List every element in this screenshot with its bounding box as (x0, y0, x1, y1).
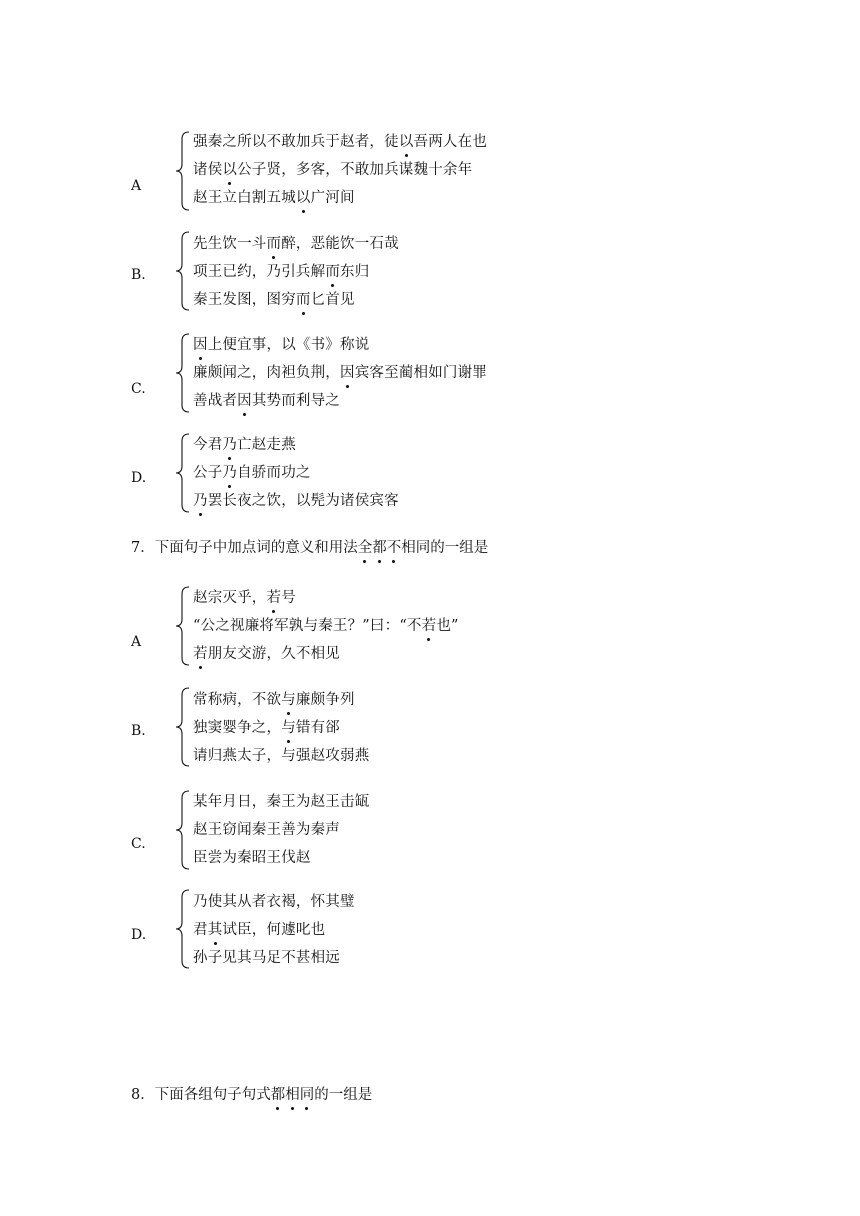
sentence-line: 秦王发图，图穷而匕首见 (193, 288, 355, 309)
sentence-line: 君其试臣，何遽叱也 (193, 918, 325, 939)
sentence-line: 先生饮一斗而醉，恶能饮一石哉 (193, 232, 399, 253)
dotted-word: 乃 (222, 433, 237, 454)
sentence-line: 赵王窃闻秦王善为秦声 (193, 822, 341, 838)
sentence-line: 独窦婴争之，与错有郤 (193, 716, 340, 737)
dotted-word: 而 (267, 232, 282, 253)
dotted-char: 都 (271, 1083, 286, 1104)
sentence-line: 臣尝为秦昭王伐赵 (193, 850, 311, 866)
sentence-line: 诸侯以公子贤，多客，不敢加兵谋魏十余年 (193, 158, 472, 179)
sentence-line: “公之视廉将军孰与秦王？”曰：“不若也” (193, 614, 459, 635)
sentence-line: 公子乃自骄而功之 (193, 461, 311, 482)
left-brace-icon (174, 230, 192, 312)
option-label: D. (131, 470, 147, 486)
dotted-word: 若 (267, 586, 282, 607)
dotted-phrase (358, 540, 402, 556)
dotted-char: 不 (387, 536, 402, 557)
dotted-word: 其 (208, 918, 223, 939)
dotted-word: 以 (296, 186, 311, 207)
dotted-word: 而 (325, 260, 340, 281)
sentence-line: 强秦之所以不敢加兵于赵者，徒以吾两人在也 (193, 130, 487, 151)
left-brace-icon (174, 789, 192, 871)
option-label: D. (131, 927, 147, 943)
option-label: C. (131, 381, 146, 397)
dotted-word: 因 (193, 333, 208, 354)
option-label: B. (131, 723, 146, 739)
dotted-word: 若 (422, 614, 437, 635)
option-label: A (131, 634, 142, 650)
left-brace-icon (174, 332, 192, 414)
sentence-line: 孙子见其马足不甚相远 (193, 950, 341, 966)
dotted-phrase (271, 1087, 315, 1103)
question-7-stem: 7．下面句子中加点词的意义和用法全都不相同的一组是 (131, 536, 488, 557)
sentence-line: 赵宗灭乎，若号 (193, 586, 296, 607)
sentence-line: 廉颇闻之，肉袒负荆，因宾客至蔺相如门谢罪 (193, 361, 487, 382)
dotted-word: 若 (193, 642, 208, 663)
left-brace-icon (174, 888, 192, 970)
left-brace-icon (174, 130, 192, 212)
dotted-word: 而 (296, 288, 311, 309)
option-label: C. (131, 836, 146, 852)
dotted-word: 以 (399, 130, 414, 151)
dotted-char: 全 (358, 536, 373, 557)
sentence-line: 因上便宜事，以《书》称说 (193, 333, 369, 354)
question-8-stem: 8．下面各组句子句式都相同的一组是 (131, 1083, 372, 1104)
dotted-char: 同 (300, 1083, 315, 1104)
sentence-line: 常称病，不欲与廉颇争列 (193, 688, 355, 709)
sentence-line: 赵王立白割五城以广河间 (193, 186, 355, 207)
dotted-word: 乃 (222, 461, 237, 482)
sentence-line: 善战者因其势而利导之 (193, 389, 340, 410)
sentence-line: 乃罢长夜之饮，以髡为诸侯宾客 (193, 489, 399, 510)
dotted-word: 因 (340, 361, 355, 382)
dotted-char: 相 (285, 1083, 300, 1104)
sentence-line: 乃使其从者衣褐，怀其璧 (193, 894, 355, 910)
dotted-word: 以 (222, 158, 237, 179)
sentence-line: 某年月日，秦王为赵王击缻 (193, 794, 370, 810)
sentence-line: 今君乃亡赵走燕 (193, 433, 296, 454)
left-brace-icon (174, 686, 192, 768)
dotted-word: 与 (281, 688, 296, 709)
sentence-line: 若朋友交游，久不相见 (193, 642, 340, 663)
left-brace-icon (174, 432, 192, 514)
dotted-word: 因 (237, 389, 252, 410)
option-label: A (131, 178, 142, 194)
sentence-line: 项王已约，乃引兵解而东归 (193, 260, 369, 281)
dotted-char: 都 (372, 536, 387, 557)
sentence-line: 请归燕太子，与强赵攻弱燕 (193, 748, 370, 764)
dotted-word: 乃 (193, 489, 208, 510)
left-brace-icon (174, 585, 192, 667)
option-label: B. (131, 267, 146, 283)
dotted-word: 与 (281, 716, 296, 737)
